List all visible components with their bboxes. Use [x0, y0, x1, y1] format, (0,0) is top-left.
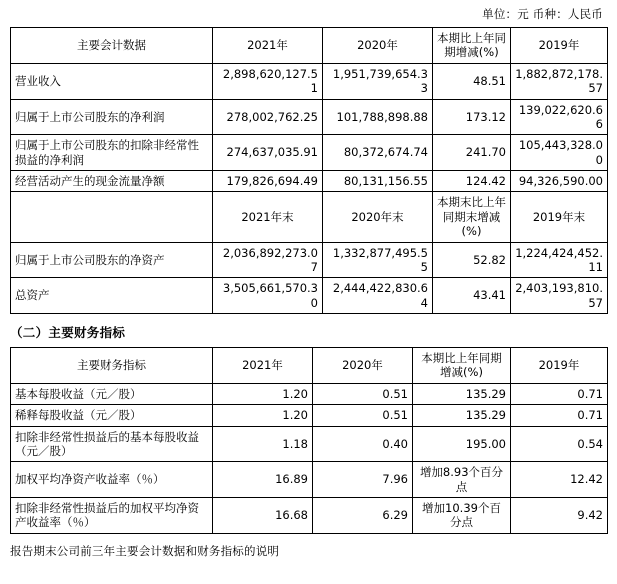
- cell-2019: 139,022,620.66: [511, 99, 608, 135]
- cell-change: 48.51: [433, 63, 511, 99]
- cell-2021: 1.18: [213, 426, 313, 462]
- section-title: （二）主要财务指标: [10, 325, 126, 340]
- table-row: [11, 242, 608, 278]
- subheader-cell-change: 本期末比上年同期末增减(%): [433, 192, 511, 242]
- table-header-row: [11, 28, 608, 64]
- cell-2021: 2,036,892,273.07: [213, 242, 323, 278]
- row-label: 基本每股收益（元／股）: [11, 383, 213, 404]
- cell-2021: 278,002,762.25: [213, 99, 323, 135]
- table-subheader-row: [11, 192, 608, 242]
- subheader-cell-2021: 2021年末: [213, 192, 323, 242]
- cell-change: 173.12: [433, 99, 511, 135]
- row-label: 归属于上市公司股东的净利润: [11, 99, 213, 135]
- cell-change: 43.41: [433, 278, 511, 314]
- table-row: [11, 63, 608, 99]
- cell-2021: 16.89: [213, 462, 313, 498]
- cell-2021: 1.20: [213, 405, 313, 426]
- header-cell-item: 主要会计数据: [11, 28, 213, 64]
- table-row: [11, 498, 608, 534]
- header-cell-2020: 2020年: [323, 28, 433, 64]
- cell-2020: 80,131,156.55: [323, 171, 433, 192]
- header-cell-item: 主要财务指标: [11, 348, 213, 384]
- cell-2021: 274,637,035.91: [213, 135, 323, 171]
- row-label: 归属于上市公司股东的扣除非经常性损益的净利润: [11, 135, 213, 171]
- cell-2020: 80,372,674.74: [323, 135, 433, 171]
- main-financial-indicator-table: [10, 347, 608, 534]
- row-label: 总资产: [11, 278, 213, 314]
- cell-change: 135.29: [413, 405, 511, 426]
- row-label: 扣除非经常性损益后的基本每股收益（元／股）: [11, 426, 213, 462]
- cell-2020: 1,951,739,654.33: [323, 63, 433, 99]
- cell-2020: 0.51: [313, 405, 413, 426]
- cell-change: 124.42: [433, 171, 511, 192]
- subheader-cell-2020: 2020年末: [323, 192, 433, 242]
- cell-2021: 16.68: [213, 498, 313, 534]
- table-row: [11, 171, 608, 192]
- subheader-cell-2019: 2019年末: [511, 192, 608, 242]
- cell-2020: 2,444,422,830.64: [323, 278, 433, 314]
- cell-change: 增加10.39个百分点: [413, 498, 511, 534]
- cell-2019: 105,443,328.00: [511, 135, 608, 171]
- cell-2019: 0.71: [511, 383, 608, 404]
- footnote-text: 报告期末公司前三年主要会计数据和财务指标的说明: [10, 543, 280, 558]
- row-label: 扣除非经常性损益后的加权平均净资产收益率（％）: [11, 498, 213, 534]
- cell-2020: 0.40: [313, 426, 413, 462]
- table-row: [11, 405, 608, 426]
- cell-2021: 1.20: [213, 383, 313, 404]
- row-label: 经营活动产生的现金流量净额: [11, 171, 213, 192]
- cell-change: 241.70: [433, 135, 511, 171]
- cell-2021: 3,505,661,570.30: [213, 278, 323, 314]
- cell-2019: 2,403,193,810.57: [511, 278, 608, 314]
- table-row: [11, 383, 608, 404]
- header-cell-2019: 2019年: [511, 28, 608, 64]
- table-row: [11, 99, 608, 135]
- cell-2019: 9.42: [511, 498, 608, 534]
- header-cell-2020: 2020年: [313, 348, 413, 384]
- row-label: 稀释每股收益（元／股）: [11, 405, 213, 426]
- subheader-cell-item: [11, 192, 213, 242]
- cell-2019: 0.71: [511, 405, 608, 426]
- cell-change: 52.82: [433, 242, 511, 278]
- header-cell-2021: 2021年: [213, 28, 323, 64]
- cell-change: 195.00: [413, 426, 511, 462]
- header-cell-change: 本期比上年同期增减(%): [413, 348, 511, 384]
- header-cell-2019: 2019年: [511, 348, 608, 384]
- header-cell-change: 本期比上年同期增减(%): [433, 28, 511, 64]
- cell-2019: 12.42: [511, 462, 608, 498]
- cell-2021: 179,826,694.49: [213, 171, 323, 192]
- cell-2021: 2,898,620,127.51: [213, 63, 323, 99]
- cell-change: 增加8.93个百分点: [413, 462, 511, 498]
- cell-2019: 94,326,590.00: [511, 171, 608, 192]
- main-accounting-data-table: [10, 27, 608, 314]
- cell-2020: 0.51: [313, 383, 413, 404]
- cell-2020: 7.96: [313, 462, 413, 498]
- cell-2020: 1,332,877,495.55: [323, 242, 433, 278]
- table-row: [11, 462, 608, 498]
- row-label: 归属于上市公司股东的净资产: [11, 242, 213, 278]
- cell-2020: 101,788,898.88: [323, 99, 433, 135]
- cell-2019: 0.54: [511, 426, 608, 462]
- cell-change: 135.29: [413, 383, 511, 404]
- table-row: [11, 135, 608, 171]
- header-cell-2021: 2021年: [213, 348, 313, 384]
- unit-line: 单位：元 币种：人民币: [482, 7, 603, 21]
- table-header-row: [11, 348, 608, 384]
- cell-2019: 1,224,424,452.11: [511, 242, 608, 278]
- cell-2020: 6.29: [313, 498, 413, 534]
- cell-2019: 1,882,872,178.57: [511, 63, 608, 99]
- row-label: 营业收入: [11, 63, 213, 99]
- row-label: 加权平均净资产收益率（％）: [11, 462, 213, 498]
- table-row: [11, 426, 608, 462]
- table-row: [11, 278, 608, 314]
